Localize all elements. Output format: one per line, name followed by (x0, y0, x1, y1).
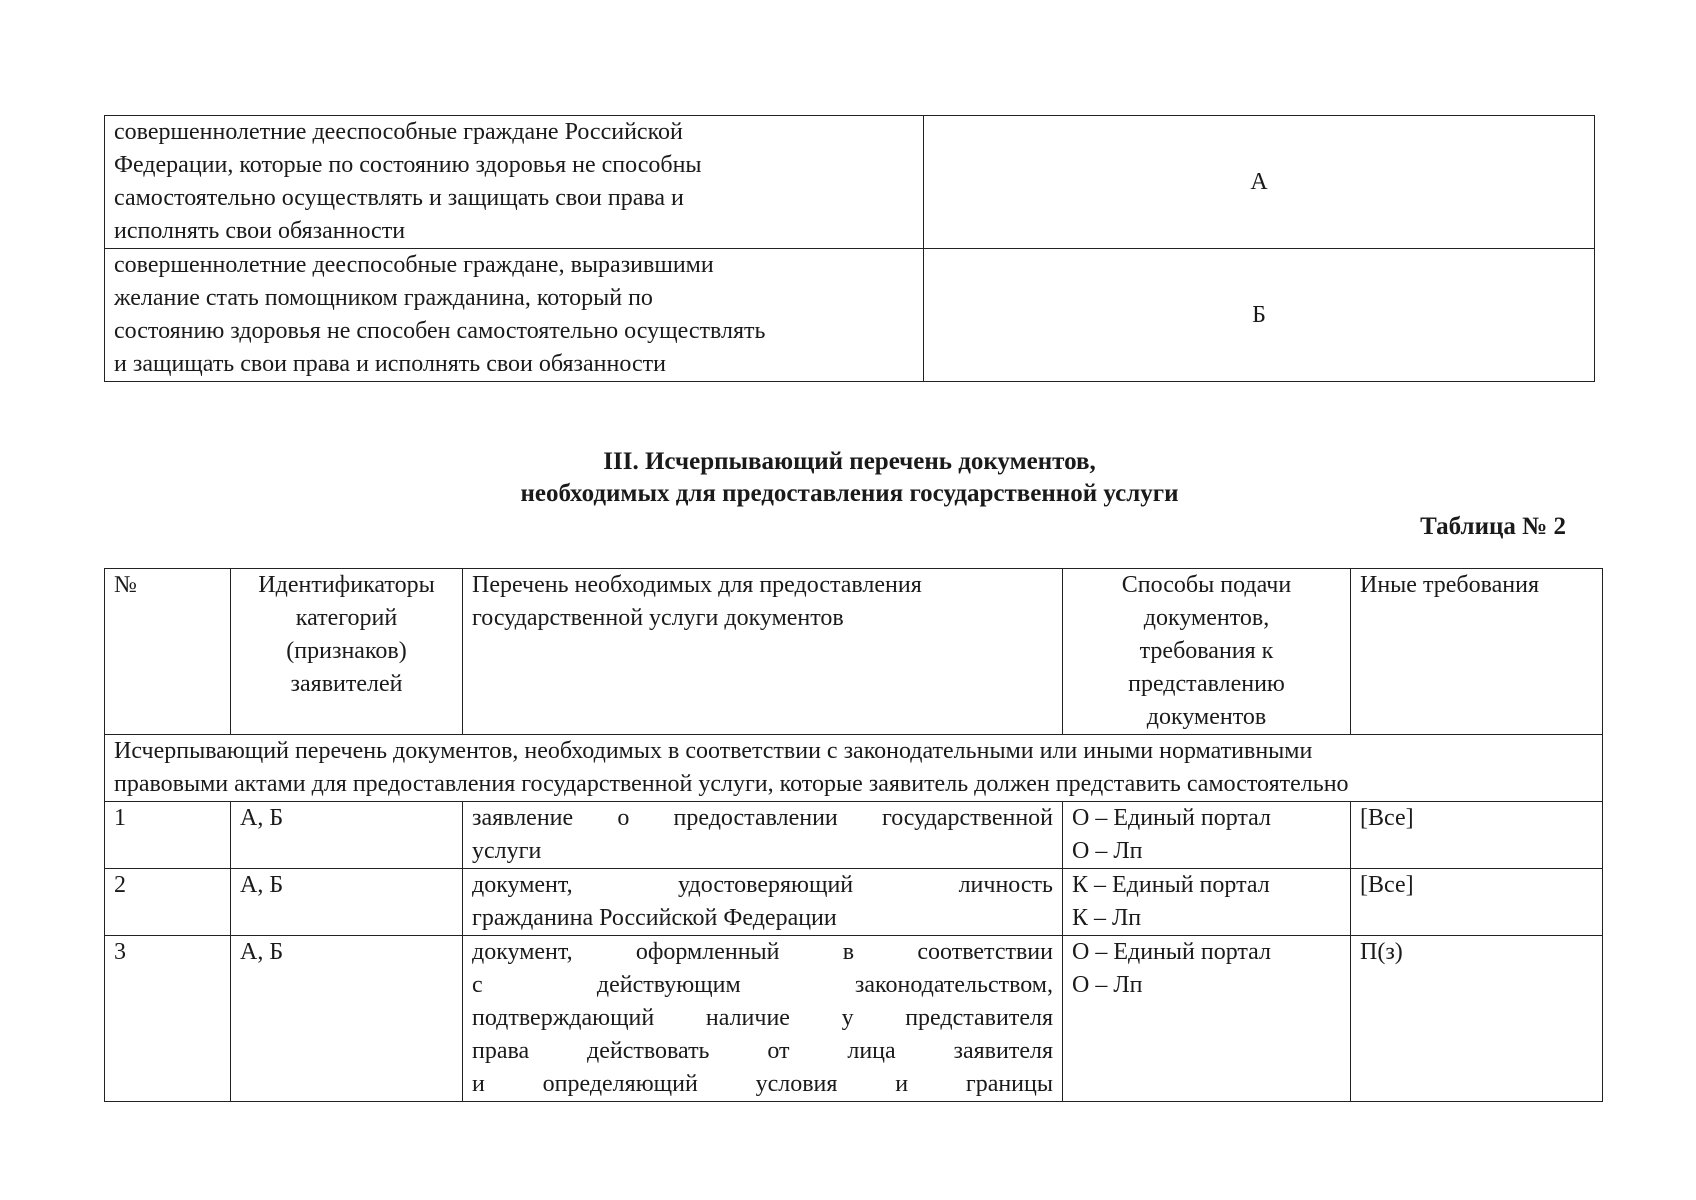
table-row (105, 802, 1603, 869)
category-description-cell (105, 116, 924, 249)
row-other: П(з) (1351, 936, 1603, 1102)
category-code-cell: А (924, 116, 1595, 249)
row-other: [Все] (1351, 802, 1603, 869)
row-number: 3 (105, 936, 231, 1102)
category-description-cell (105, 249, 924, 382)
category-description-line: состоянию здоровья не способен самостоятельно осуществлять (114, 318, 766, 344)
header-identifiers (231, 569, 463, 735)
header-methods (1063, 569, 1351, 735)
row-document-line: услуги (472, 838, 542, 864)
row-document-line: права действовать от лица заявителя (472, 1038, 1053, 1064)
header-documents-line: Перечень необходимых для предоставления (472, 572, 922, 598)
section-row-line: Исчерпывающий перечень документов, необходимых в соответствии с законодательными или иными нормативными (114, 738, 1313, 764)
category-description-line: самостоятельно осуществлять и защищать свои права и (114, 185, 684, 211)
section-row-line: правовыми актами для предоставления государственной услуги, которые заявитель должен представить самостоятельно (114, 771, 1349, 797)
category-description-line: совершеннолетние дееспособные граждане, выразившими (114, 252, 714, 278)
table-row (105, 869, 1603, 936)
row-number: 2 (105, 869, 231, 936)
row-number: 1 (105, 802, 231, 869)
header-methods-line: требования к (1139, 638, 1274, 664)
row-methods-line: К – Единый портал (1072, 872, 1270, 898)
section-row-cell (105, 735, 1603, 802)
header-identifiers-line: заявителей (290, 671, 403, 697)
row-methods-line: О – Единый портал (1072, 805, 1272, 831)
section-heading (104, 446, 1595, 510)
category-description-line: совершеннолетние дееспособные граждане Российской (114, 119, 683, 145)
table-section-row (105, 735, 1603, 802)
row-methods (1063, 802, 1351, 869)
row-document (463, 869, 1063, 936)
header-methods-line: представлению (1128, 671, 1285, 697)
category-description-line: Федерации, которые по состоянию здоровья не способны (114, 152, 702, 178)
row-document-line: с действующим законодательством, (472, 972, 1053, 998)
header-identifiers-line: Идентификаторы (258, 572, 435, 598)
row-document-line: подтверждающий наличие у представителя (472, 1005, 1053, 1031)
table-row (105, 249, 1595, 382)
row-other: [Все] (1351, 869, 1603, 936)
row-document (463, 802, 1063, 869)
row-categories: А, Б (231, 936, 463, 1102)
header-documents-line: государственной услуги документов (472, 605, 844, 631)
header-methods-line: документов (1146, 704, 1267, 730)
row-methods-line: О – Лп (1072, 972, 1143, 998)
applicant-categories-table (104, 115, 1595, 382)
row-methods (1063, 936, 1351, 1102)
category-description-line: исполнять свои обязанности (114, 218, 406, 244)
category-description-line: желание стать помощником гражданина, который по (114, 285, 653, 311)
header-other: Иные требования (1351, 569, 1603, 735)
row-document (463, 936, 1063, 1102)
header-methods-line: Способы подачи (1121, 572, 1292, 598)
row-methods-line: О – Единый портал (1072, 939, 1272, 965)
section-heading-line: III. Исчерпывающий перечень документов, (603, 448, 1096, 475)
header-identifiers-line: (признаков) (286, 638, 407, 664)
row-document-line: и определяющий условия и границы (472, 1071, 1053, 1097)
documents-table (104, 568, 1603, 1102)
header-identifiers-line: категорий (295, 605, 398, 631)
row-methods (1063, 869, 1351, 936)
row-document-line: гражданина Российской Федерации (472, 905, 837, 931)
table-row (105, 116, 1595, 249)
table-row (105, 936, 1603, 1102)
header-documents (463, 569, 1063, 735)
category-description-line: и защищать свои права и исполнять свои обязанности (114, 351, 666, 377)
row-categories: А, Б (231, 869, 463, 936)
row-methods-line: К – Лп (1072, 905, 1142, 931)
row-categories: А, Б (231, 802, 463, 869)
row-document-line: документ, оформленный в соответствии (472, 939, 1053, 965)
row-document-line: документ, удостоверяющий личность (472, 872, 1053, 898)
header-methods-line: документов, (1143, 605, 1270, 631)
table-header-row (105, 569, 1603, 735)
section-heading-line: необходимых для предоставления государственной услуги (520, 480, 1179, 507)
category-code-cell: Б (924, 249, 1595, 382)
table-label: Таблица № 2 (1420, 513, 1566, 540)
row-document-line: заявление о предоставлении государственной (472, 805, 1053, 831)
row-methods-line: О – Лп (1072, 838, 1143, 864)
header-number: № (105, 569, 231, 735)
